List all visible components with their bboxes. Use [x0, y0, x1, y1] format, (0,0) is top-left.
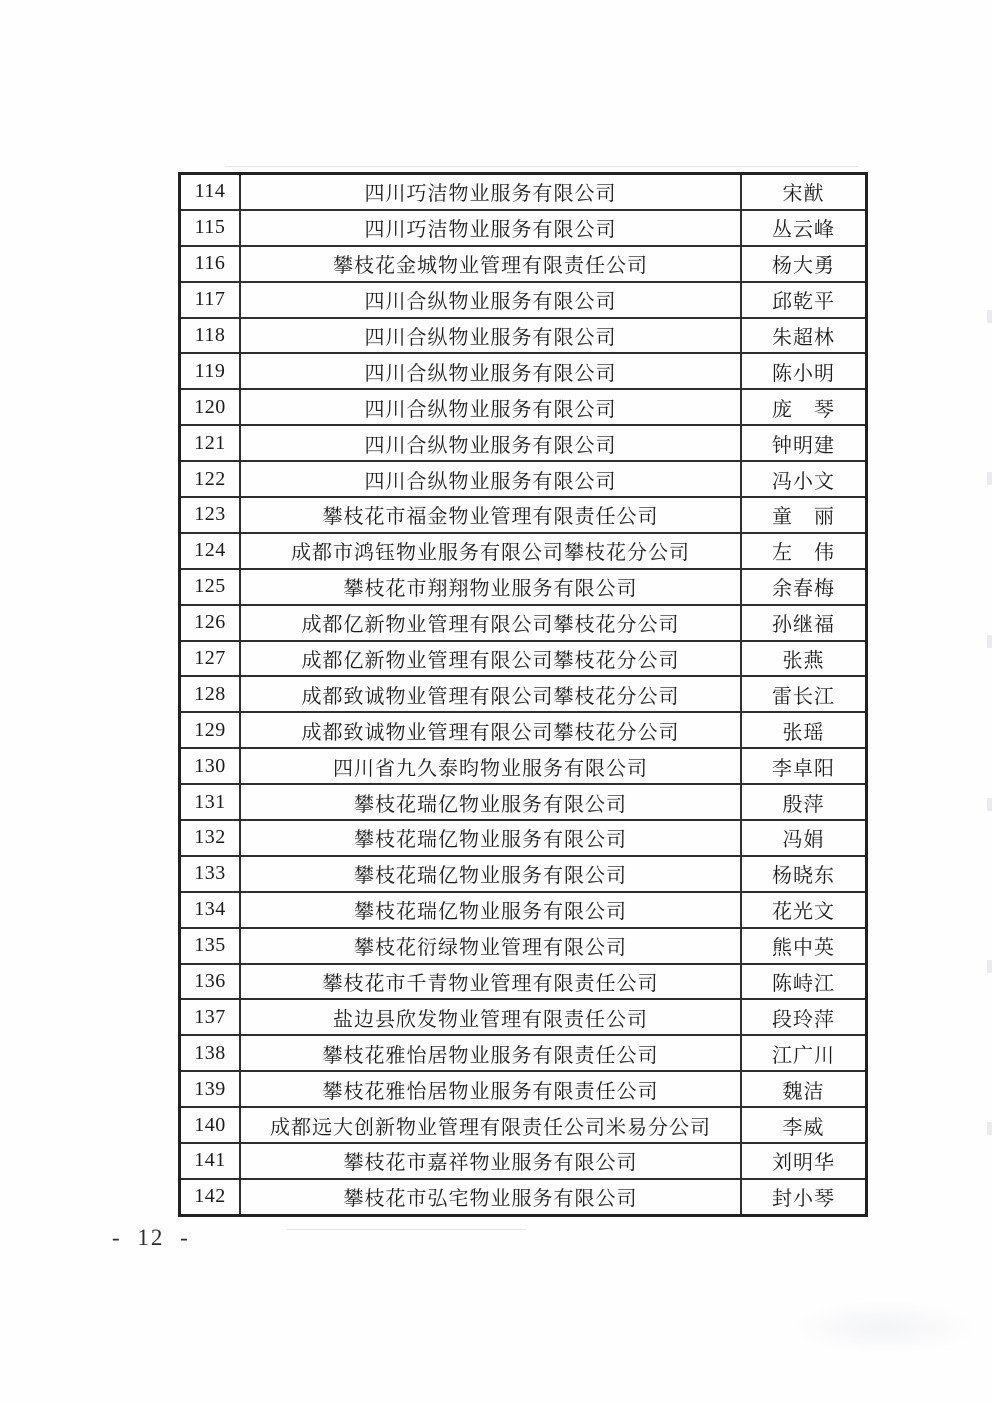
row-number-cell: 121 [181, 426, 241, 460]
person-name-cell: 花光文 [772, 901, 835, 924]
person-name-cell: 余春梅 [772, 578, 835, 601]
table-row [181, 1070, 865, 1106]
row-number-cell: 123 [181, 498, 241, 532]
person-name-cell: 庞 琴 [772, 398, 835, 421]
scan-artifact-line-top [225, 166, 858, 167]
table-row [181, 352, 865, 388]
person-name-cell: 冯小文 [772, 470, 835, 493]
row-number-cell: 126 [181, 606, 241, 640]
table-row [181, 711, 865, 747]
table-row [181, 424, 865, 460]
scan-edge-mark [987, 960, 992, 973]
table-row [181, 819, 865, 855]
row-number-cell: 120 [181, 390, 241, 424]
person-name-cell: 陈小明 [772, 362, 835, 385]
company-name-cell: 四川巧洁物业服务有限公司 [241, 175, 742, 209]
row-number-cell: 129 [181, 713, 241, 747]
table-row [181, 496, 865, 532]
company-name-cell: 攀枝花瑞亿物业服务有限公司 [241, 785, 742, 819]
company-name-cell: 攀枝花市千青物业管理有限责任公司 [241, 965, 742, 999]
row-number-cell: 118 [181, 319, 241, 353]
person-name-cell: 孙继福 [772, 614, 835, 637]
table-row [181, 317, 865, 353]
person-name-cell: 朱超林 [772, 327, 835, 349]
scan-edge-mark [987, 1122, 992, 1135]
company-name-cell: 攀枝花雅怡居物业服务有限责任公司 [241, 1036, 742, 1070]
table-row [181, 175, 865, 209]
row-number-cell: 141 [181, 1144, 241, 1178]
scan-artifact-line-bottom [286, 1229, 526, 1230]
table-row [181, 209, 865, 245]
person-name-cell: 宋猷 [782, 183, 825, 206]
person-name-cell: 殷萍 [782, 793, 825, 816]
person-name-cell: 左 伟 [772, 542, 835, 565]
company-name-cell: 四川省九久泰昀物业服务有限公司 [241, 749, 742, 783]
person-name-cell: 熊中英 [772, 937, 835, 960]
table-row [181, 855, 865, 891]
scan-edge-mark [987, 310, 992, 323]
row-number-cell: 134 [181, 893, 241, 927]
company-name-cell: 四川合纵物业服务有限公司 [241, 319, 742, 353]
person-name-cell: 张燕 [782, 650, 825, 673]
row-number-cell: 122 [181, 462, 241, 496]
row-number-cell: 117 [181, 283, 241, 317]
scan-smudge-artifact [790, 1300, 980, 1355]
row-number-cell: 131 [181, 785, 241, 819]
person-name-cell: 邱乾平 [772, 291, 835, 314]
row-number-cell: 128 [181, 677, 241, 711]
company-name-cell: 攀枝花瑞亿物业服务有限公司 [241, 893, 742, 927]
row-number-cell: 132 [181, 821, 241, 855]
table-row [181, 927, 865, 963]
company-name-cell: 盐边县欣发物业管理有限责任公司 [241, 1000, 742, 1034]
table-row [181, 568, 865, 604]
page-number: - 12 - [112, 1225, 190, 1250]
row-number-cell: 116 [181, 247, 241, 281]
person-name-cell: 雷长江 [772, 685, 835, 708]
table-row [181, 1106, 865, 1142]
company-name-cell: 成都致诚物业管理有限公司攀枝花分公司 [241, 713, 742, 747]
table-row [181, 1142, 865, 1178]
person-name-cell: 李卓阳 [772, 757, 835, 780]
row-number-cell: 133 [181, 857, 241, 891]
row-number-cell: 138 [181, 1036, 241, 1070]
row-number-cell: 136 [181, 965, 241, 999]
company-name-cell: 成都亿新物业管理有限公司攀枝花分公司 [241, 606, 742, 640]
company-name-cell: 攀枝花市嘉祥物业服务有限公司 [241, 1144, 742, 1178]
table-row [181, 1034, 865, 1070]
table-row [181, 747, 865, 783]
person-name-cell: 江广川 [772, 1044, 835, 1067]
person-name-cell: 杨大勇 [772, 255, 835, 278]
company-name-cell: 四川巧洁物业服务有限公司 [241, 211, 742, 245]
table-row [181, 675, 865, 711]
company-name-cell: 四川合纵物业服务有限公司 [241, 354, 742, 388]
table-row [181, 532, 865, 568]
table-row [181, 245, 865, 281]
scan-edge-mark [987, 635, 992, 648]
company-name-cell: 攀枝花瑞亿物业服务有限公司 [241, 821, 742, 855]
table-row [181, 891, 865, 927]
scan-edge-mark [987, 472, 992, 485]
company-name-cell: 攀枝花市翔翔物业服务有限公司 [241, 570, 742, 604]
company-name-cell: 四川合纵物业服务有限公司 [241, 426, 742, 460]
company-name-cell: 成都致诚物业管理有限公司攀枝花分公司 [241, 677, 742, 711]
company-name-cell: 四川合纵物业服务有限公司 [241, 462, 742, 496]
row-number-cell: 130 [181, 749, 241, 783]
row-number-cell: 142 [181, 1180, 241, 1214]
table-row [181, 963, 865, 999]
person-name-cell: 魏洁 [782, 1080, 825, 1103]
row-number-cell: 124 [181, 534, 241, 568]
person-name-cell: 张瑶 [782, 721, 825, 744]
person-name-cell: 杨晓东 [772, 865, 835, 888]
person-name-cell: 童 丽 [772, 506, 835, 529]
company-name-cell: 成都市鸿钰物业服务有限公司攀枝花分公司 [241, 534, 742, 568]
table-row [181, 1178, 865, 1214]
person-name-cell: 丛云峰 [772, 219, 835, 242]
company-name-cell: 四川合纵物业服务有限公司 [241, 283, 742, 317]
table-row [181, 281, 865, 317]
row-number-cell: 140 [181, 1108, 241, 1142]
company-name-cell: 四川合纵物业服务有限公司 [241, 390, 742, 424]
person-name-cell: 刘明华 [772, 1152, 835, 1175]
table-row [181, 460, 865, 496]
company-name-cell: 成都远大创新物业管理有限责任公司米易分公司 [241, 1108, 742, 1142]
company-name-cell: 攀枝花市弘宅物业服务有限公司 [241, 1180, 742, 1214]
row-number-cell: 139 [181, 1072, 241, 1106]
table-row [181, 388, 865, 424]
company-roster-table [178, 172, 868, 1217]
table-row [181, 640, 865, 676]
row-number-cell: 114 [181, 175, 241, 209]
person-name-cell: 陈峙江 [772, 973, 835, 996]
table-row [181, 783, 865, 819]
company-name-cell: 攀枝花瑞亿物业服务有限公司 [241, 857, 742, 891]
company-name-cell: 攀枝花金城物业管理有限责任公司 [241, 247, 742, 281]
company-name-cell: 攀枝花衍绿物业管理有限公司 [241, 929, 742, 963]
row-number-cell: 127 [181, 642, 241, 676]
row-number-cell: 119 [181, 354, 241, 388]
table-row [181, 998, 865, 1034]
company-name-cell: 攀枝花市福金物业管理有限责任公司 [241, 498, 742, 532]
row-number-cell: 125 [181, 570, 241, 604]
person-name-cell: 钟明建 [772, 434, 835, 457]
person-name-cell: 李威 [782, 1116, 825, 1139]
person-name-cell: 封小琴 [772, 1188, 835, 1211]
company-name-cell: 成都亿新物业管理有限公司攀枝花分公司 [241, 642, 742, 676]
scan-edge-mark [987, 798, 992, 811]
person-name-cell: 冯娟 [782, 829, 825, 852]
company-name-cell: 攀枝花雅怡居物业服务有限责任公司 [241, 1072, 742, 1106]
row-number-cell: 115 [181, 211, 241, 245]
row-number-cell: 135 [181, 929, 241, 963]
table-row [181, 604, 865, 640]
row-number-cell: 137 [181, 1000, 241, 1034]
person-name-cell: 段玲萍 [772, 1008, 835, 1031]
